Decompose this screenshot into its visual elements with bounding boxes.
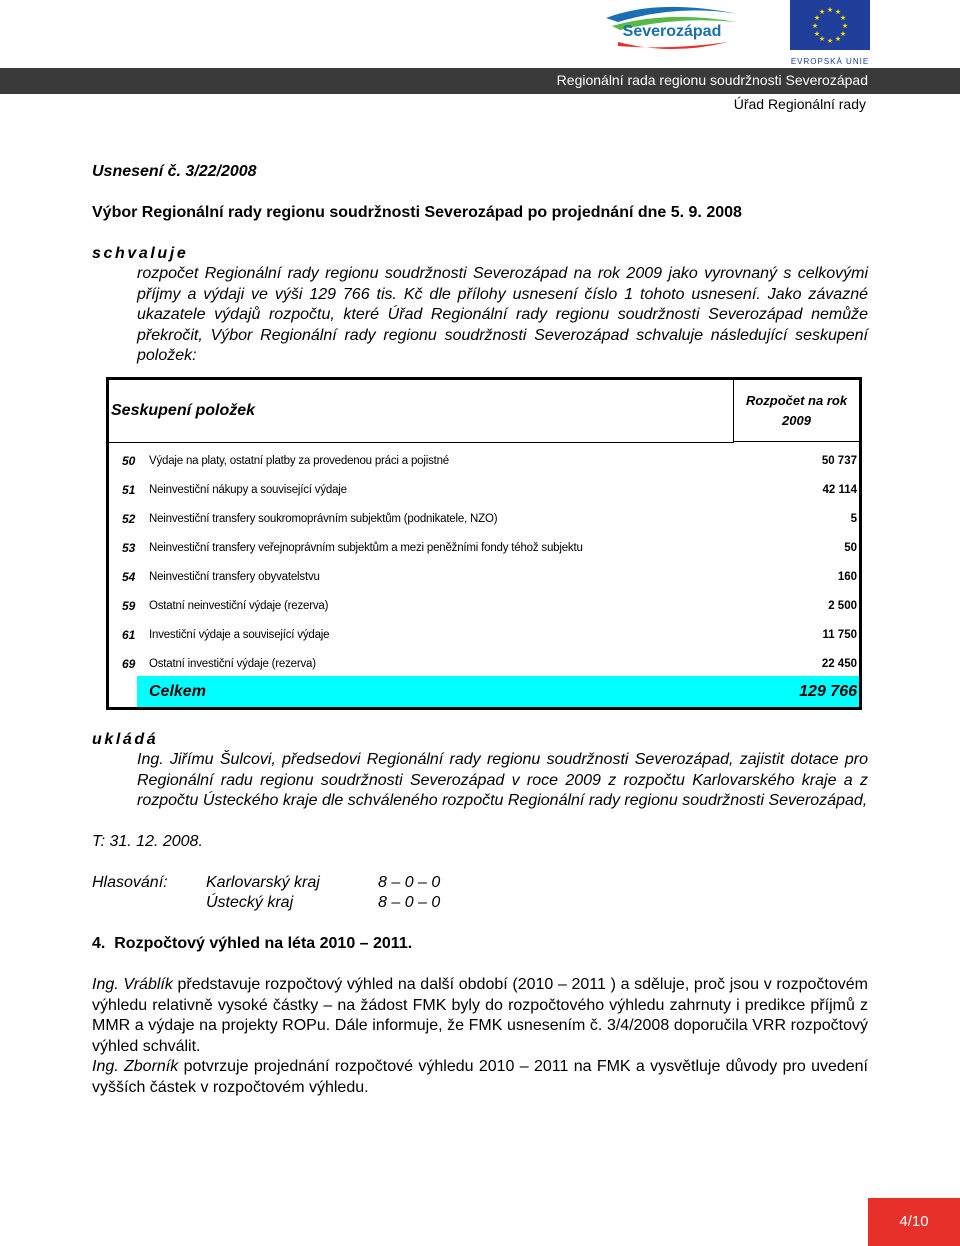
paragraph-zbornik — [92, 1057, 868, 1098]
row-label: Ostatní neinvestiční výdaje (rezerva) — [149, 600, 329, 612]
row-value: 160 — [837, 571, 857, 583]
paragraph-text: potvrzuje projednání rozpočtové výhledu 2010 – 2011 na FMK a vysvětluje důvody pro uvedení vyšších částek v rozpočtovém výhledu. — [92, 1058, 869, 1096]
svg-text:★: ★ — [818, 8, 826, 16]
svg-text:★: ★ — [841, 22, 849, 30]
logo-text: Severozápad — [622, 23, 722, 40]
svg-text:★: ★ — [834, 35, 842, 43]
paragraph-text: představuje rozpočtový výhled na další období (2010 – 2011 ) a sděluje, proč jsou v rozpočtovém výhledu relativně vysoké částky – na žádost FMK byly do rozpočtového výhledu zahrnuty i predikce příjmů z MMR a výdaje na projekty ROPu. Dále informuje, že FMK usnesením č. 3/4/2008 doporučila VRR rozpočtový výhled schválit. — [92, 976, 868, 1055]
budget-table — [106, 377, 862, 710]
row-code: 61 — [122, 628, 136, 642]
row-label: Neinvestiční nákupy a související výdaje — [149, 484, 347, 496]
header-title: Regionální rada regionu soudržnosti Severozápad — [556, 72, 868, 88]
voting-label: Hlasování: — [92, 874, 168, 891]
approves-word: schvaluje — [92, 245, 189, 262]
table-header-groups-label: Seskupení položek — [111, 402, 256, 419]
svg-text:★: ★ — [811, 22, 819, 30]
row-value: 50 737 — [821, 455, 857, 467]
speaker-name: Ing. Vráblík — [92, 976, 173, 993]
page-number: 4/10 — [868, 1198, 960, 1246]
row-code: 54 — [122, 570, 136, 584]
table-header-budget-line1: Rozpočet na rok — [745, 393, 848, 408]
svg-text:★: ★ — [834, 8, 842, 16]
row-value: 22 450 — [821, 658, 857, 670]
orders-word: ukládá — [92, 731, 159, 748]
table-total-row — [109, 676, 859, 707]
table-header-groups — [109, 380, 734, 443]
header-bar — [0, 68, 960, 94]
row-label: Ostatní investiční výdaje (rezerva) — [149, 658, 316, 670]
table-row — [109, 563, 859, 592]
table-row — [109, 650, 859, 679]
row-code: 50 — [122, 454, 136, 468]
row-value: 42 114 — [822, 484, 857, 496]
svg-text:★: ★ — [839, 14, 847, 22]
row-value: 2 500 — [828, 600, 857, 612]
row-label: Investiční výdaje a související výdaje — [149, 629, 330, 641]
eu-flag-logo — [790, 0, 870, 66]
row-code: 69 — [122, 657, 136, 671]
approves-paragraph: rozpočet Regionální rady regionu soudržnosti Severozápad na rok 2009 jako vyrovnaný s celkovými příjmy a výdaji ve výši 129 766 tis. Kč dle přílohy usnesení číslo 1 tohoto usnesení. Jako závazné ukazatele výdajů rozpočtu, které Úřad Regionální rady regionu soudržnosti Severozápad nemůže překročit, Výbor Regionální rady regionu soudržnosti Severozápad schvaluje následující seskupení položek: — [137, 265, 868, 364]
row-label: Výdaje na platy, ostatní platby za provedenou práci a pojistné — [149, 455, 450, 467]
table-header-budget — [734, 380, 859, 442]
table-row — [109, 592, 859, 621]
table-row — [109, 621, 859, 650]
row-value: 50 — [844, 542, 857, 554]
eu-label: EVROPSKÁ UNIE — [790, 57, 870, 66]
severozapad-logo — [598, 0, 746, 62]
committee-line: Výbor Regionální rady regionu soudržnosti Severozápad po projednání dne 5. 9. 2008 — [92, 204, 742, 221]
row-value: 11 750 — [822, 629, 857, 641]
svg-text:★: ★ — [826, 6, 834, 14]
vote-result: 8 – 0 – 0 — [378, 874, 441, 891]
svg-text:★: ★ — [813, 14, 821, 22]
row-label: Neinvestiční transfery obyvatelstvu — [149, 571, 320, 583]
paragraph-vrablik — [92, 975, 868, 1057]
table-header-budget-line2: 2009 — [782, 413, 811, 428]
row-label: Neinvestiční transfery veřejnoprávním subjektům a mezi peněžními fondy téhož subjektu — [149, 542, 583, 554]
deadline: T: 31. 12. 2008. — [92, 833, 203, 850]
vote-region: Ústecký kraj — [206, 894, 294, 911]
row-label: Neinvestiční transfery soukromoprávním subjektům (podnikatele, NZO) — [149, 513, 498, 525]
table-row — [109, 476, 859, 505]
resolution-title: Usnesení č. 3/22/2008 — [92, 163, 257, 180]
section-title: 4. Rozpočtový výhled na léta 2010 – 2011. — [92, 935, 413, 952]
total-value: 129 766 — [799, 683, 857, 700]
vote-result: 8 – 0 – 0 — [378, 894, 441, 911]
row-code: 53 — [122, 541, 136, 555]
header-subtitle: Úřad Regionální rady — [733, 96, 866, 112]
total-label: Celkem — [149, 683, 206, 700]
vote-region: Karlovarský kraj — [206, 874, 320, 891]
row-value: 5 — [850, 513, 857, 525]
svg-text:★: ★ — [839, 30, 847, 38]
svg-text:★: ★ — [813, 30, 821, 38]
orders-paragraph: Ing. Jiřímu Šulcovi, předsedovi Regionální rady regionu soudržnosti Severozápad, zajistit dotace pro Regionální radu regionu soudržnosti Severozápad v roce 2009 z rozpočtu Karlovarského kraje a z rozpočtu Ústeckého kraje dle schváleného rozpočtu Regionální rady regionu soudržnosti Severozápad, — [137, 751, 868, 809]
svg-text:★: ★ — [826, 37, 834, 45]
table-row — [109, 447, 859, 476]
speaker-name: Ing. Zborník — [92, 1058, 179, 1075]
row-code: 59 — [122, 599, 136, 613]
table-row — [109, 534, 859, 563]
row-code: 52 — [122, 512, 136, 526]
table-row — [109, 505, 859, 534]
row-code: 51 — [122, 483, 136, 497]
svg-text:★: ★ — [818, 35, 826, 43]
